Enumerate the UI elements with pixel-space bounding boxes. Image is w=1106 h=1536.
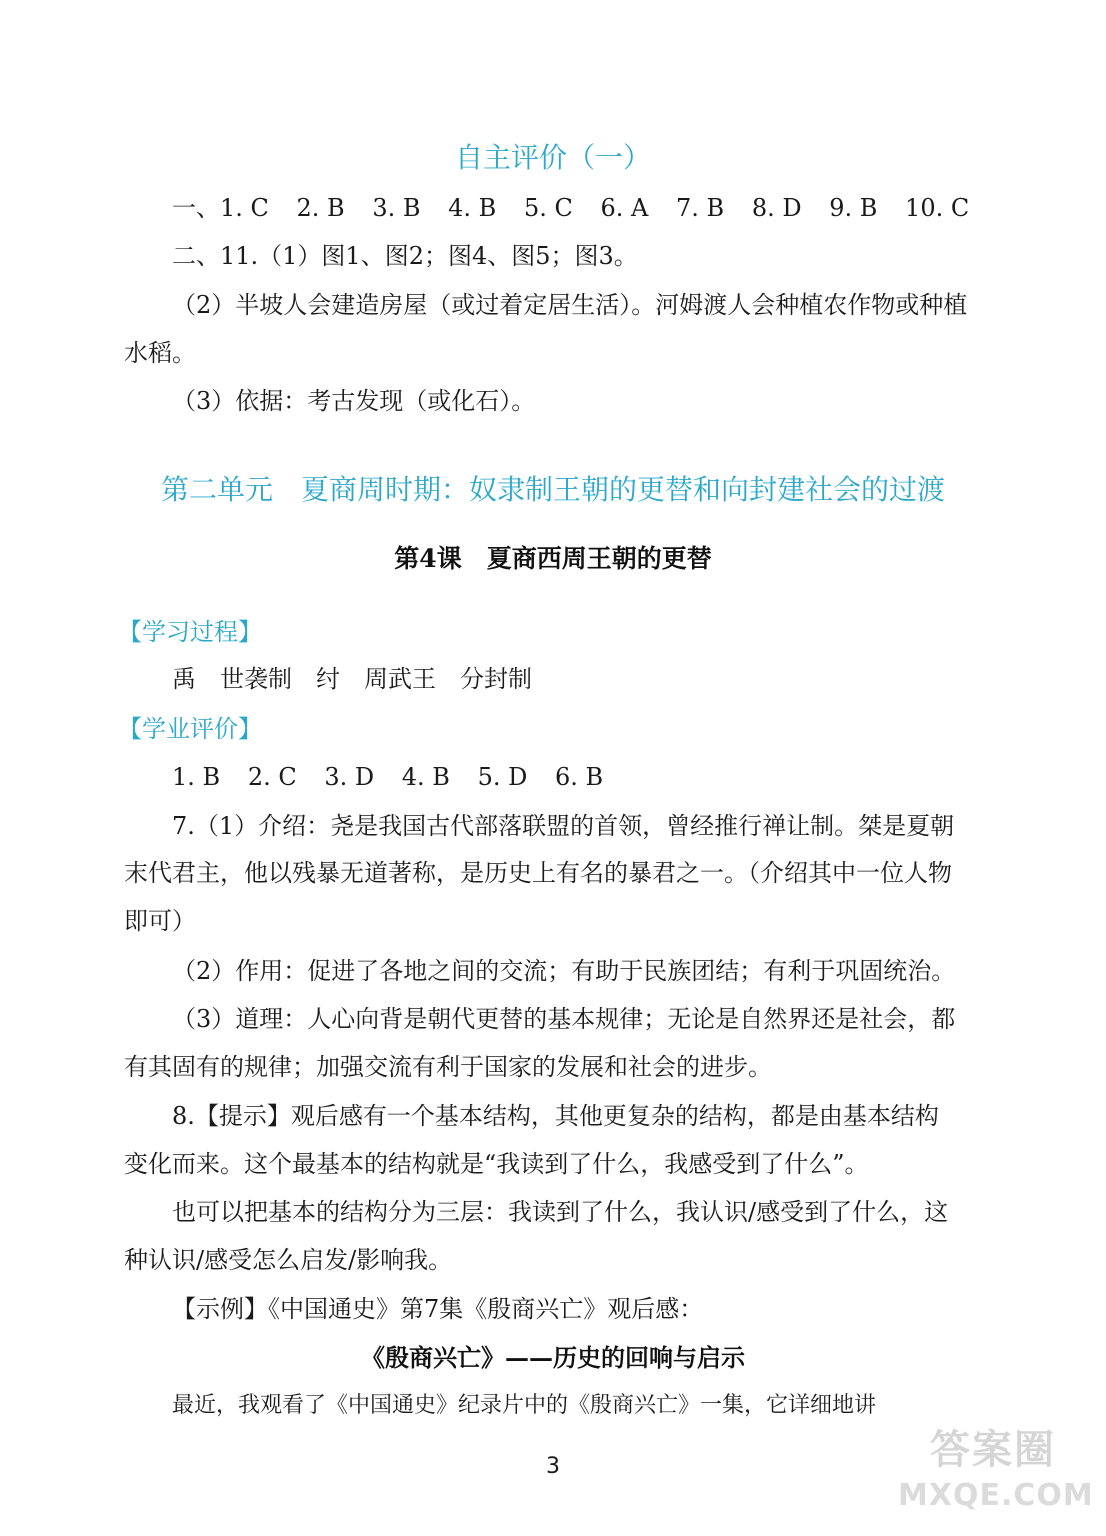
eval-q11-part2-line1: （2）半坡人会建造房屋（或过着定居生活）。河姆渡人会种植农作物或种植 — [172, 291, 968, 319]
eval-q11-part1: 二、11.（1）图1、图2；图4、图5；图3。 — [172, 242, 638, 270]
eval-mc-4: 4. B — [448, 194, 497, 222]
eval-title: 自主评价（一） — [454, 141, 651, 174]
assessment-mc-1: 1. B — [172, 763, 221, 791]
eval-mc-7: 7. B — [676, 194, 725, 222]
essay-title: 《殷商兴亡》——历史的回响与启示 — [361, 1343, 745, 1372]
assessment-mc-2: 2. C — [247, 763, 297, 791]
assessment-mc-answers — [172, 762, 623, 792]
eval-mc-8: 8. D — [751, 194, 802, 222]
q7-part1-line2: 末代君主，他以残暴无道著称，是历史上有名的暴君之一。（介绍其中一位人物 — [124, 859, 952, 887]
q7-part3-line1: （3）道理：人心向背是朝代更替的基本规律；无论是自然界还是社会，都 — [172, 1005, 956, 1033]
example-intro: 【示例】《中国通史》第7集《殷商兴亡》观后感： — [172, 1295, 704, 1323]
eval-mc-6: 6. A — [600, 194, 649, 222]
q8-line4: 种认识/感受怎么启发/影响我。 — [124, 1246, 453, 1274]
study-process-content: 禹 世袭制 纣 周武王 分封制 — [172, 665, 532, 693]
q8-line1: 8.【提示】观后感有一个基本结构，其他更复杂的结构，都是由基本结构 — [172, 1102, 939, 1130]
q7-part2: （2）作用：促进了各地之间的交流；有助于民族团结；有利于巩固统治。 — [172, 957, 956, 985]
eval-mc-1: 一、1. C — [172, 194, 269, 222]
eval-q11-part3: （3）依据：考古发现（或化石）。 — [172, 387, 536, 415]
q8-line2: 变化而来。这个最基本的结构就是“我读到了什么，我感受到了什么”。 — [124, 1150, 869, 1178]
eval-mc-3: 3. B — [372, 194, 421, 222]
eval-mc-9: 9. B — [829, 194, 878, 222]
lesson-title: 第4课 夏商西周王朝的更替 — [394, 544, 712, 573]
eval-mc-2: 2. B — [296, 194, 345, 222]
assessment-mc-5: 5. D — [477, 763, 528, 791]
q8-line3: 也可以把基本的结构分为三层：我读到了什么，我认识/感受到了什么，这 — [172, 1198, 949, 1226]
assessment-mc-3: 3. D — [324, 763, 375, 791]
eval-mc-answers — [172, 193, 989, 223]
study-process-heading: 【学习过程】 — [118, 618, 262, 646]
assessment-mc-4: 4. B — [401, 763, 450, 791]
q7-part1-line3: 即可） — [124, 907, 196, 935]
assessment-mc-6: 6. B — [555, 763, 604, 791]
eval-q11-part2-line2: 水稻。 — [124, 339, 196, 367]
page-number: 3 — [546, 1454, 560, 1479]
watermark-top-text: 答案圈 — [930, 1427, 1056, 1473]
eval-mc-10: 10. C — [905, 194, 970, 222]
eval-mc-5: 5. C — [523, 194, 573, 222]
watermark-logo — [898, 1424, 1094, 1524]
unit-title: 第二单元 夏商周时期：奴隶制王朝的更替和向封建社会的过渡 — [160, 473, 945, 506]
watermark-bottom-text: MXQE.COM — [898, 1478, 1094, 1513]
essay-first-line: 最近，我观看了《中国通史》纪录片中的《殷商兴亡》一集，它详细地讲 — [172, 1393, 877, 1418]
q7-part1-line1: 7.（1）介绍：尧是我国古代部落联盟的首领，曾经推行禅让制。桀是夏朝 — [172, 812, 955, 840]
q7-part3-line2: 有其固有的规律；加强交流有利于国家的发展和社会的进步。 — [124, 1053, 772, 1081]
assessment-heading: 【学业评价】 — [118, 715, 262, 743]
